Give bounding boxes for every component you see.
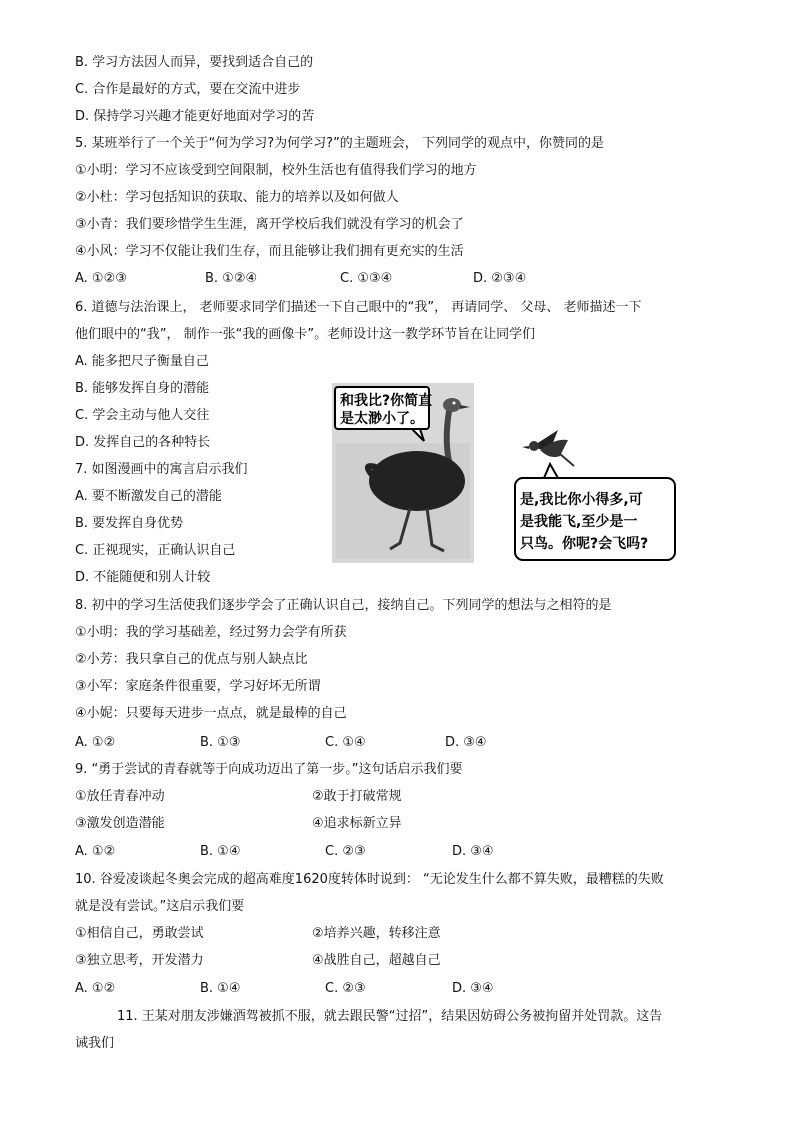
q5-choice-c: C. ①③④ bbox=[340, 271, 393, 286]
bird-speech-line1: 是,我比你小得多,可 bbox=[520, 492, 643, 508]
q7-choice-b: B. 要发挥自身优势 bbox=[75, 516, 184, 531]
q6-choice-a: A. 能多把尺子衡量自己 bbox=[75, 354, 209, 369]
q8-item-1: ①小明：我的学习基础差，经过努力会学有所获 bbox=[75, 625, 347, 640]
q5-choice-b: B. ①②④ bbox=[205, 271, 258, 286]
q8-item-4: ④小妮：只要每天进步一点点，就是最棒的自己 bbox=[75, 706, 347, 721]
q6-choice-c: C. 学会主动与他人交往 bbox=[75, 408, 210, 423]
q9-item-2: ②敢于打破常规 bbox=[312, 789, 402, 804]
q8-choice-c: C. ①④ bbox=[325, 735, 366, 750]
q8-choice-b: B. ①③ bbox=[200, 735, 241, 750]
bird-bubble-tail bbox=[544, 464, 558, 478]
q4-option-d: D. 保持学习兴趣才能更好地面对学习的苦 bbox=[75, 109, 315, 124]
q7-stem: 7. 如图漫画中的寓言启示我们 bbox=[75, 462, 248, 477]
q10-item-3: ③独立思考，开发潜力 bbox=[75, 953, 204, 968]
q10-choice-d: D. ③④ bbox=[452, 981, 494, 996]
q9-choice-d: D. ③④ bbox=[452, 844, 494, 859]
q6-choice-d: D. 发挥自己的各种特长 bbox=[75, 435, 211, 450]
q9-stem: 9. “勇于尝试的青春就等于向成功迈出了第一步。”这句话启示我们要 bbox=[75, 762, 463, 777]
q5-choice-d: D. ②③④ bbox=[473, 271, 527, 286]
q5-choice-a: A. ①②③ bbox=[75, 271, 127, 286]
q5-item-4: ④小风：学习不仅能让我们生存，而且能够让我们拥有更充实的生活 bbox=[75, 244, 464, 259]
q8-choice-a: A. ①② bbox=[75, 735, 116, 750]
q10-item-1: ①相信自己，勇敢尝试 bbox=[75, 926, 204, 941]
q7-choice-a: A. 要不断激发自己的潜能 bbox=[75, 489, 222, 504]
q8-choice-d: D. ③④ bbox=[445, 735, 487, 750]
q10-choice-c: C. ②③ bbox=[325, 981, 366, 996]
q10-item-4: ④战胜自己，超越自己 bbox=[312, 953, 441, 968]
q11-stem-line2: 诫我们 bbox=[75, 1036, 115, 1051]
bird-figure bbox=[522, 430, 574, 466]
q10-stem-line1: 10. 谷爱凌谈起冬奥会完成的超高难度1620度转体时说到： “无论发生什么都不算失败，最糟糕的失败 bbox=[75, 872, 664, 887]
q10-choice-b: B. ①④ bbox=[200, 981, 241, 996]
q8-item-2: ②小芳：我只拿自己的优点与别人缺点比 bbox=[75, 652, 308, 667]
q7-choice-d: D. 不能随便和别人计较 bbox=[75, 570, 211, 585]
ostrich-speech-line1: 和我比?你简直 bbox=[340, 393, 433, 409]
ostrich-cartoon bbox=[332, 383, 474, 563]
q5-item-3: ③小青：我们要珍惜学生生涯，离开学校后我们就没有学习的机会了 bbox=[75, 217, 464, 232]
q9-choice-a: A. ①② bbox=[75, 844, 116, 859]
q9-item-3: ③激发创造潜能 bbox=[75, 816, 165, 831]
q9-choice-b: B. ①④ bbox=[200, 844, 241, 859]
q10-choice-a: A. ①② bbox=[75, 981, 116, 996]
bird-speech-line2: 是我能飞,至少是一 bbox=[520, 514, 638, 530]
q6-stem-line2: 他们眼中的“我”， 制作一张“我的画像卡”。老师设计这一教学环节旨在让同学们 bbox=[75, 327, 536, 342]
q5-stem: 5. 某班举行了一个关于“何为学习?为何学习?”的主题班会， 下列同学的观点中，你赞同的是 bbox=[75, 136, 604, 151]
q9-item-1: ①放任青春冲动 bbox=[75, 789, 165, 804]
q9-item-4: ④追求标新立异 bbox=[312, 816, 402, 831]
q10-item-2: ②培养兴趣，转移注意 bbox=[312, 926, 441, 941]
q11-stem-line1: 11. 王某对朋友涉嫌酒驾被抓不服，就去跟民警“过招”，结果因妨碍公务被拘留并处罚款。这告 bbox=[117, 1009, 663, 1024]
q4-option-c: C. 合作是最好的方式，要在交流中进步 bbox=[75, 82, 301, 97]
q5-item-2: ②小杜：学习包括知识的获取、能力的培养以及如何做人 bbox=[75, 190, 399, 205]
q9-choice-c: C. ②③ bbox=[325, 844, 366, 859]
q7-choice-c: C. 正视现实，正确认识自己 bbox=[75, 543, 236, 558]
ostrich-speech-line2: 是太渺小了。 bbox=[340, 411, 424, 427]
q6-choice-b: B. 能够发挥自身的潜能 bbox=[75, 381, 210, 396]
q10-stem-line2: 就是没有尝试。”这启示我们要 bbox=[75, 899, 245, 914]
bird-cartoon bbox=[510, 420, 680, 565]
bird-speech-line3: 只鸟。你呢?会飞吗? bbox=[520, 536, 649, 552]
q8-stem: 8. 初中的学习生活使我们逐步学会了正确认识自己，接纳自己。下列同学的想法与之相符的是 bbox=[75, 598, 612, 613]
q5-item-1: ①小明：学习不应该受到空间限制，校外生活也有值得我们学习的地方 bbox=[75, 163, 477, 178]
q8-item-3: ③小军：家庭条件很重要，学习好坏无所谓 bbox=[75, 679, 321, 694]
q6-stem-line1: 6. 道德与法治课上， 老师要求同学们描述一下自己眼中的“我”， 再请同学、 父母、 老师描述一下 bbox=[75, 300, 642, 315]
q4-option-b: B. 学习方法因人而异，要找到适合自己的 bbox=[75, 55, 314, 70]
